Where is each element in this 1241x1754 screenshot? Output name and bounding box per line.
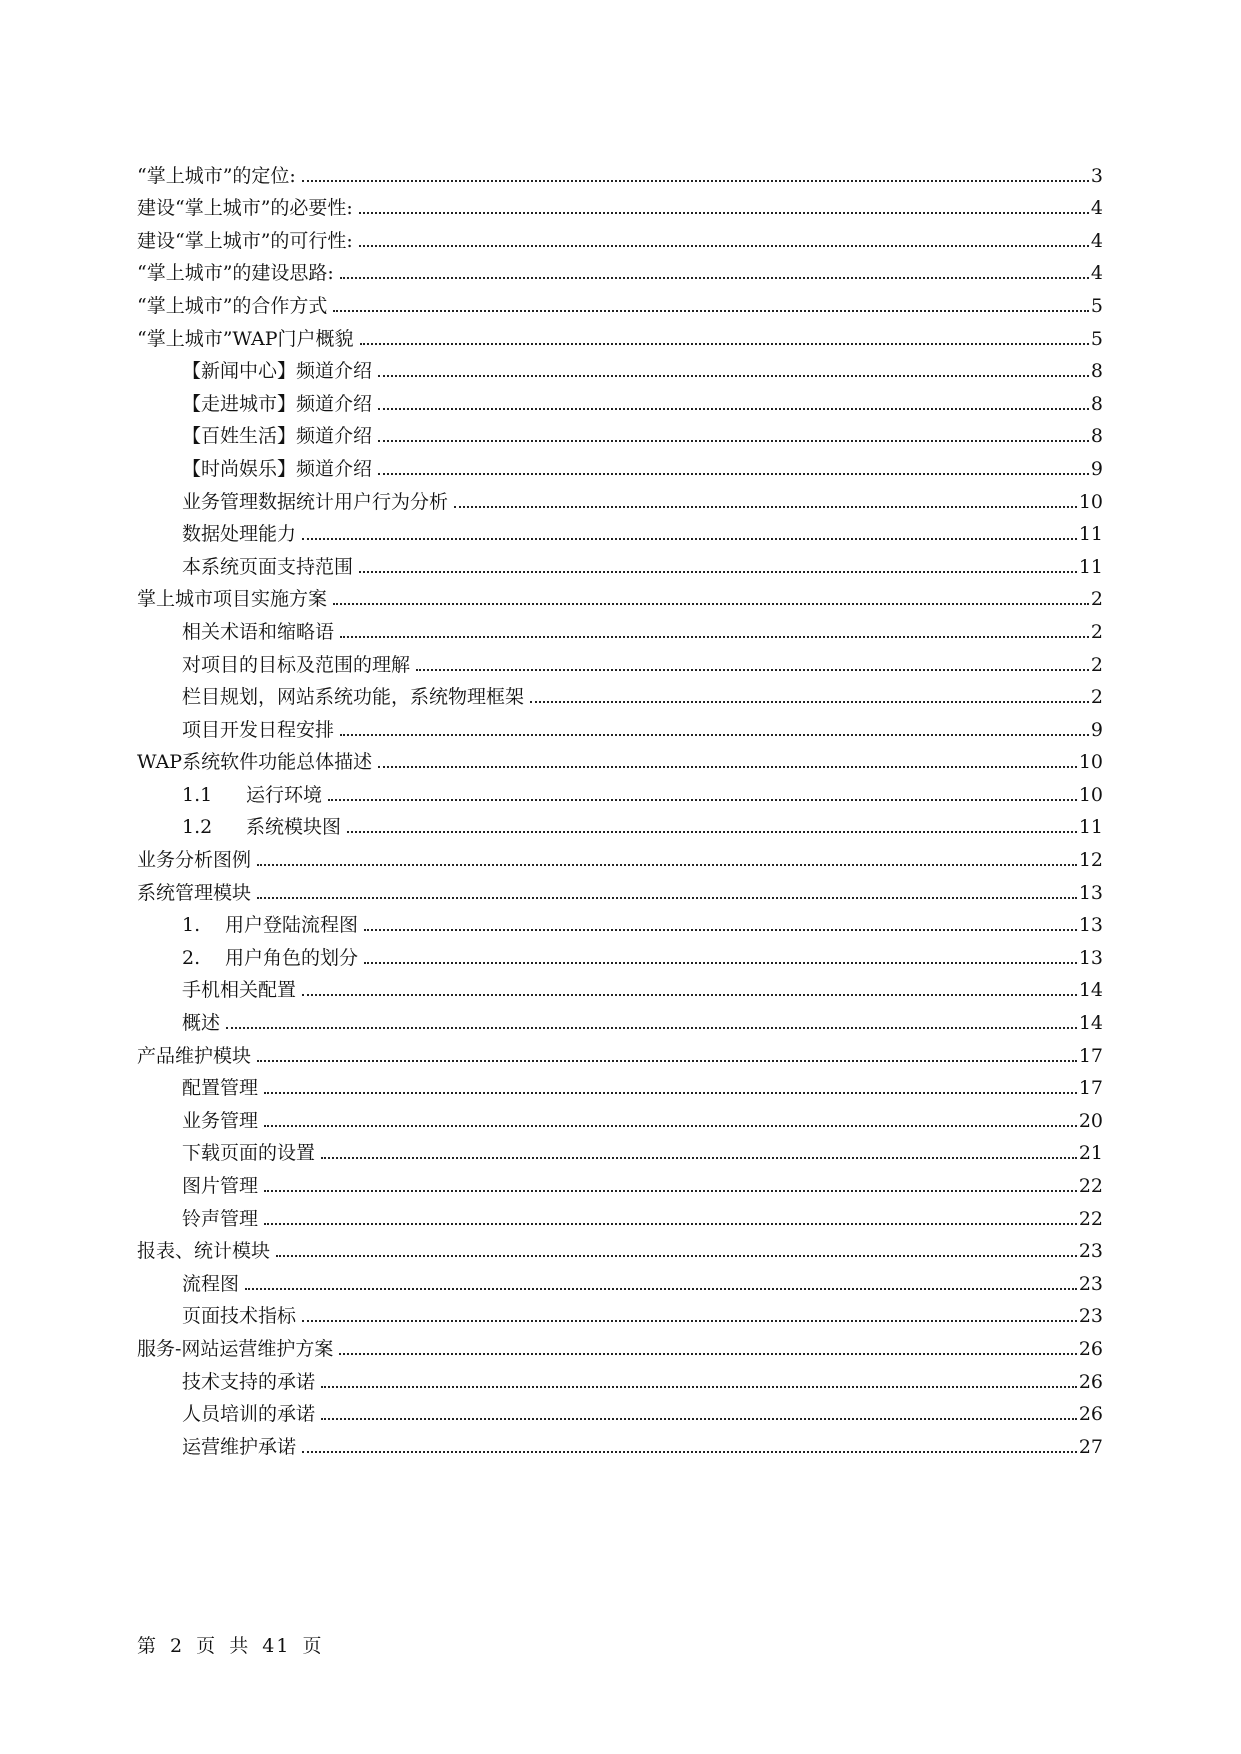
toc-entry-page-number: 4: [1090, 197, 1103, 220]
toc-entry[interactable]: [137, 252, 1103, 285]
toc-entry[interactable]: [137, 350, 1103, 383]
toc-entry-page-number: 13: [1078, 914, 1103, 937]
toc-entry-page-number: 10: [1078, 490, 1103, 513]
toc-entry-title: 系统模块图: [246, 816, 342, 839]
toc-entry-title: “掌上城市”的合作方式: [137, 294, 328, 317]
toc-entry-title: 业务管理数据统计用户行为分析: [182, 490, 449, 513]
toc-entry-page-number: 2: [1090, 686, 1103, 709]
toc-entry-page-number: 21: [1078, 1142, 1103, 1165]
toc-entry-page-number: 4: [1090, 229, 1103, 252]
toc-entry-title: 图片管理: [182, 1175, 259, 1197]
toc-entry-title: “掌上城市”的建设思路:: [137, 262, 334, 285]
toc-entry[interactable]: [137, 871, 1103, 904]
toc-entry-title: 下载页面的设置: [182, 1142, 316, 1165]
toc-entry-title: 铃声管理: [182, 1207, 259, 1230]
toc-entry[interactable]: [137, 610, 1103, 643]
toc-entry-page-number: 2: [1090, 653, 1103, 676]
dot-leader: [378, 765, 1077, 768]
toc-entry[interactable]: [137, 708, 1103, 741]
toc-entry-title: 手机相关配置: [182, 979, 297, 1002]
toc-entry[interactable]: [137, 447, 1103, 480]
dot-leader: [359, 211, 1089, 214]
toc-entry-page-number: 14: [1078, 979, 1103, 1002]
toc-entry-title: 本系统页面支持范围: [182, 555, 354, 578]
toc-entry-number: 1.2: [182, 816, 213, 839]
toc-entry-title: 【新闻中心】频道介绍: [182, 360, 373, 383]
toc-entry[interactable]: [137, 219, 1103, 252]
toc-entry-page-number: 23: [1078, 1305, 1103, 1328]
toc-entry[interactable]: [137, 1001, 1103, 1034]
toc-entry-page-number: 11: [1078, 523, 1103, 546]
dot-leader: [347, 830, 1077, 833]
dot-leader: [302, 179, 1089, 182]
toc-entry[interactable]: [137, 1099, 1103, 1132]
table-of-contents: [137, 154, 1103, 1458]
dot-leader: [257, 863, 1077, 866]
dot-leader: [364, 961, 1077, 964]
toc-entry[interactable]: [137, 741, 1103, 774]
dot-leader: [264, 1222, 1077, 1225]
toc-entry-title: 服务-网站运营维护方案: [137, 1337, 334, 1360]
toc-entry-page-number: 17: [1078, 1044, 1103, 1067]
toc-entry-title: 系统管理模块: [137, 881, 252, 904]
dot-leader: [264, 1189, 1077, 1192]
toc-entry-page-number: 23: [1078, 1272, 1103, 1295]
dot-leader: [328, 798, 1077, 801]
toc-entry-title: 数据处理能力: [182, 523, 297, 546]
dot-leader: [276, 1254, 1077, 1257]
toc-entry-page-number: 9: [1090, 718, 1103, 741]
toc-entry-title: 运营维护承诺: [182, 1435, 297, 1458]
toc-entry-title: 人员培训的承诺: [182, 1403, 316, 1426]
toc-entry[interactable]: [137, 773, 1103, 806]
toc-entry[interactable]: [137, 904, 1103, 937]
toc-entry-title: 【走进城市】频道介绍: [182, 392, 373, 415]
dot-leader: [340, 733, 1089, 736]
toc-entry[interactable]: [137, 1295, 1103, 1328]
dot-leader: [339, 1352, 1076, 1355]
toc-entry-page-number: 9: [1090, 457, 1103, 480]
toc-entry-page-number: 5: [1090, 294, 1103, 317]
toc-entry-page-number: 11: [1078, 555, 1103, 578]
dot-leader: [416, 668, 1089, 671]
toc-entry[interactable]: [137, 187, 1103, 220]
toc-entry-page-number: 11: [1078, 816, 1103, 839]
toc-entry[interactable]: [137, 1425, 1103, 1458]
toc-entry-page-number: 22: [1078, 1207, 1103, 1230]
dot-leader: [302, 1319, 1077, 1322]
toc-entry-title: 项目开发日程安排: [182, 718, 335, 741]
dot-leader: [454, 505, 1077, 508]
toc-entry-title: 业务管理: [182, 1109, 259, 1132]
dot-leader: [264, 1091, 1077, 1094]
dot-leader: [359, 570, 1077, 573]
dot-leader: [378, 472, 1089, 475]
toc-entry[interactable]: [137, 1262, 1103, 1295]
toc-entry-title: 技术支持的承诺: [182, 1370, 316, 1393]
dot-leader: [530, 700, 1089, 703]
toc-entry[interactable]: [137, 806, 1103, 839]
toc-entry-title: 页面技术指标: [182, 1305, 297, 1328]
toc-entry-page-number: 2: [1090, 588, 1103, 611]
toc-entry-page-number: 14: [1078, 1012, 1103, 1035]
toc-entry-page-number: 8: [1090, 392, 1103, 415]
toc-entry-title: 业务分析图例: [137, 849, 252, 872]
toc-entry-title: 相关术语和缩略语: [182, 620, 335, 643]
toc-entry[interactable]: [137, 1327, 1103, 1360]
toc-entry-title: 建设“掌上城市”的必要性:: [137, 197, 353, 220]
toc-entry[interactable]: [137, 969, 1103, 1002]
toc-entry[interactable]: [137, 1360, 1103, 1393]
toc-entry-page-number: 17: [1078, 1077, 1103, 1100]
dot-leader: [245, 1287, 1077, 1290]
toc-entry-title: 用户登陆流程图: [225, 914, 359, 937]
dot-leader: [378, 374, 1089, 377]
toc-entry[interactable]: [137, 936, 1103, 969]
toc-entry[interactable]: [137, 676, 1103, 709]
dot-leader: [302, 1450, 1077, 1453]
toc-entry[interactable]: [137, 382, 1103, 415]
dot-leader: [378, 439, 1089, 442]
toc-entry[interactable]: [137, 480, 1103, 513]
toc-entry-page-number: 26: [1078, 1370, 1103, 1393]
toc-entry-title: 栏目规划，网站系统功能，系统物理框架: [182, 686, 525, 709]
toc-entry-title: 掌上城市项目实施方案: [137, 588, 328, 611]
toc-entry[interactable]: [137, 1230, 1103, 1263]
dot-leader: [257, 1059, 1077, 1062]
toc-entry-title: 产品维护模块: [137, 1044, 252, 1067]
dot-leader: [333, 602, 1089, 605]
dot-leader: [340, 635, 1089, 638]
toc-entry[interactable]: [137, 1132, 1103, 1165]
toc-entry-number: 1.1: [182, 783, 213, 806]
toc-entry-title: 【时尚娱乐】频道介绍: [182, 457, 373, 480]
toc-entry[interactable]: [137, 154, 1103, 187]
toc-entry-title: 对项目的目标及范围的理解: [182, 653, 411, 676]
toc-entry[interactable]: [137, 415, 1103, 448]
toc-entry[interactable]: [137, 1164, 1103, 1197]
toc-entry-title: WAP系统软件功能总体描述: [137, 751, 373, 774]
toc-entry-page-number: 8: [1090, 425, 1103, 448]
dot-leader: [360, 342, 1089, 345]
toc-entry-number: 2.: [182, 946, 201, 969]
toc-entry[interactable]: [137, 284, 1103, 317]
page-footer: 第 2 页 共 41 页: [137, 1635, 324, 1657]
dot-leader: [302, 537, 1077, 540]
toc-entry[interactable]: [137, 1067, 1103, 1100]
toc-entry-title: 运行环境: [246, 783, 323, 806]
dot-leader: [364, 928, 1077, 931]
toc-entry-page-number: 10: [1078, 751, 1103, 774]
dot-leader: [333, 309, 1088, 312]
toc-entry-number: 1.: [182, 914, 201, 937]
dot-leader: [321, 1385, 1077, 1388]
dot-leader: [226, 1026, 1077, 1029]
toc-entry-page-number: 13: [1078, 946, 1103, 969]
toc-entry-title: 概述: [182, 1012, 221, 1035]
toc-entry-page-number: 12: [1078, 849, 1103, 872]
dot-leader: [264, 1124, 1077, 1127]
toc-entry-page-number: 26: [1078, 1337, 1103, 1360]
toc-entry[interactable]: [137, 838, 1103, 871]
toc-entry-page-number: 27: [1078, 1435, 1103, 1458]
dot-leader: [302, 993, 1077, 996]
toc-entry[interactable]: [137, 545, 1103, 578]
toc-entry-page-number: 20: [1078, 1109, 1103, 1132]
dot-leader: [321, 1156, 1077, 1159]
toc-entry-page-number: 26: [1078, 1403, 1103, 1426]
toc-entry-title: 建设“掌上城市”的可行性:: [137, 229, 353, 252]
toc-entry[interactable]: [137, 1393, 1103, 1426]
toc-entry-page-number: 22: [1078, 1175, 1103, 1197]
dot-leader: [340, 276, 1089, 279]
toc-entry-page-number: 2: [1090, 620, 1103, 643]
toc-entry-page-number: 10: [1078, 783, 1103, 806]
toc-entry[interactable]: [137, 317, 1103, 350]
dot-leader: [321, 1417, 1077, 1420]
toc-entry[interactable]: [137, 1197, 1103, 1230]
toc-entry-title: 配置管理: [182, 1077, 259, 1100]
dot-leader: [378, 407, 1089, 410]
toc-entry[interactable]: [137, 578, 1103, 611]
toc-entry-page-number: 4: [1090, 262, 1103, 285]
toc-entry-page-number: 3: [1090, 164, 1103, 187]
toc-entry-title: 【百姓生活】频道介绍: [182, 425, 373, 448]
toc-entry[interactable]: [137, 1034, 1103, 1067]
toc-entry-page-number: 23: [1078, 1240, 1103, 1263]
toc-entry-title: “掌上城市”WAP门户概貌: [137, 327, 354, 350]
toc-entry-page-number: 5: [1090, 327, 1103, 350]
toc-entry-page-number: 8: [1090, 360, 1103, 383]
dot-leader: [359, 244, 1089, 247]
toc-entry[interactable]: [137, 513, 1103, 546]
dot-leader: [257, 896, 1077, 899]
toc-entry-title: 流程图: [182, 1272, 240, 1295]
toc-entry-title: 用户角色的划分: [225, 946, 359, 969]
toc-entry-title: 报表、统计模块: [137, 1240, 271, 1263]
toc-entry-page-number: 13: [1078, 881, 1103, 904]
toc-entry[interactable]: [137, 643, 1103, 676]
toc-entry-title: “掌上城市”的定位:: [137, 164, 296, 187]
